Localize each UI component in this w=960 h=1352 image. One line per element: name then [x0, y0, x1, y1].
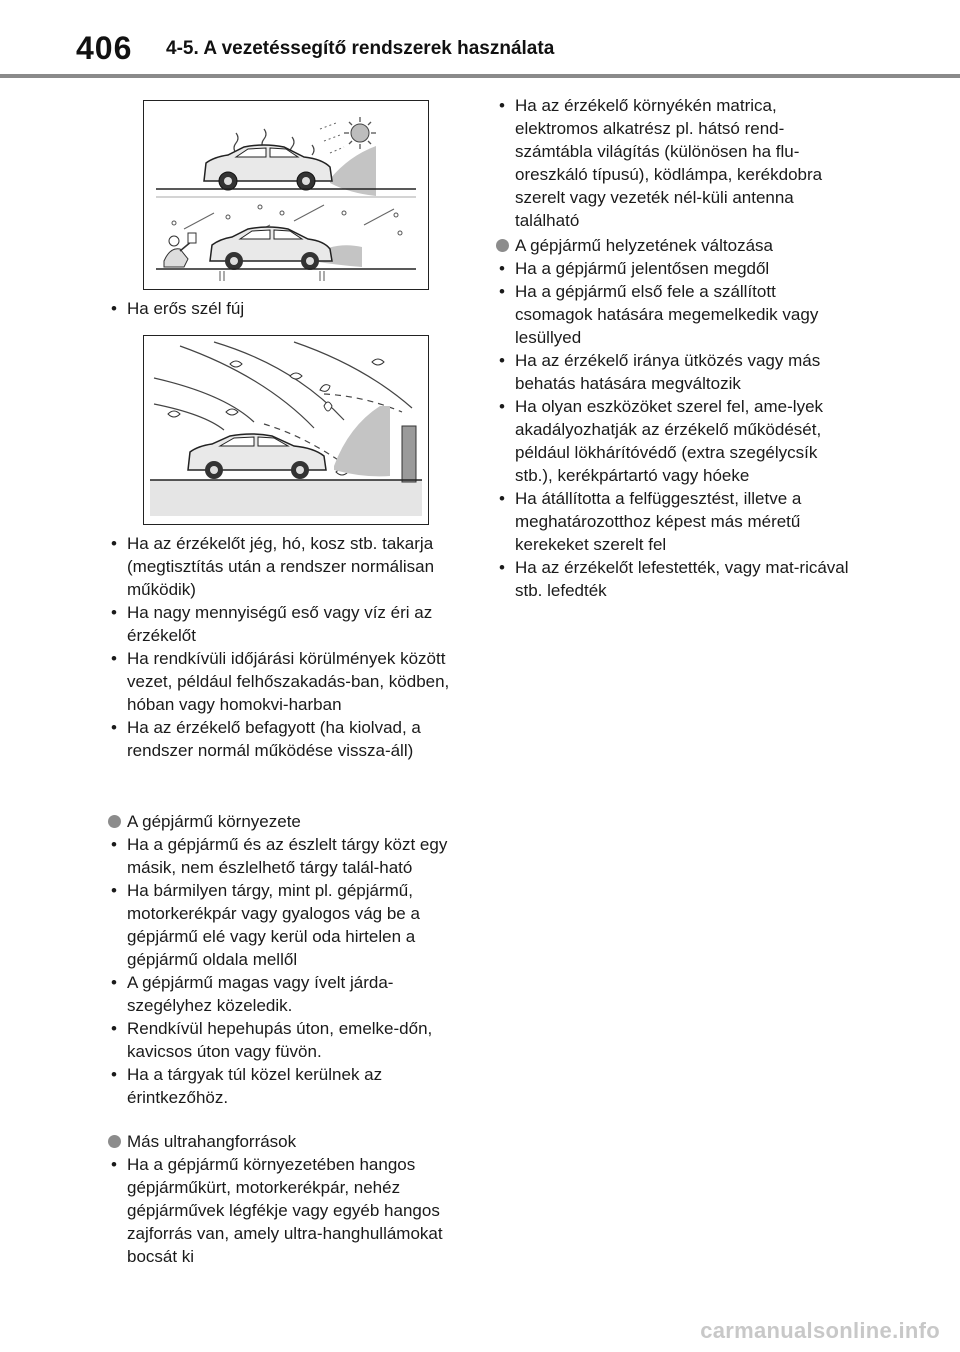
list-item: • Ha a gépjármű és az észlelt tárgy közt egy másik, nem észlelhető tárgy talál-ható	[111, 835, 448, 877]
list-item: • A gépjármű magas vagy ívelt járda-szegélyhez közeledik.	[111, 973, 394, 1015]
section-ultrasound	[108, 1130, 470, 1268]
list-item: • Ha az érzékelőt lefestették, vagy mat-ricával stb. lefedték	[499, 558, 849, 600]
list-item: • Rendkívül hepehupás úton, emelke-dőn, kavicsos úton vagy füvön.	[111, 1019, 433, 1061]
list-item: • Ha az érzékelő környékén matrica, elektromos alkatrész pl. hátsó rend-számtábla világítás (különösen ha flu-oreszkáló típusú), ködlámpa, kerékdobra szerelt vagy vezeték nél-küli antenna található	[499, 96, 823, 230]
weather-illustration	[143, 100, 429, 290]
wind-bullet-list	[108, 297, 470, 320]
section-environment	[108, 810, 470, 1109]
page-header	[0, 0, 960, 80]
list-item: • Ha olyan eszközöket szerel fel, ame-lyek akadályozhatják az érzékelő működését, például lökhárítóvédő (extra szegélycsík stb.), kerékpártartó vagy hóeke	[499, 397, 824, 485]
list-item: • Ha a gépjármű környezetében hangos gépjárműkürt, motorkerékpár, nehéz gépjárművek légfékje vagy egyéb hangos zajforrás van, amely ultra-hanghullámokat bocsát ki	[111, 1155, 443, 1266]
list-item: • Ha a tárgyak túl közel kerülnek az érintkezőhöz.	[111, 1065, 383, 1107]
list-item: • Ha nagy mennyiségű eső vagy víz éri az érzékelőt	[111, 603, 433, 645]
bullet-dot-icon	[108, 1135, 121, 1148]
sun-icon	[344, 117, 376, 149]
list-item: • Ha az érzékelő befagyott (ha kiolvad, a rendszer normál működése vissza-áll)	[111, 718, 421, 760]
list-item: • Ha az érzékelő iránya ütközés vagy más behatás hatására megváltozik	[499, 351, 821, 393]
watermark: carmanualsonline.info	[700, 1318, 940, 1343]
list-item: • Ha bármilyen tárgy, mint pl. gépjármű, motorkerékpár vagy gyalogos vág be a gépjármű elé vagy kerül oda hirtelen a gépjármű oldala mellől	[111, 881, 420, 969]
page-number: 406	[76, 30, 133, 66]
list-item: • Ha rendkívüli időjárási körülmények között vezet, például felhőszakadás-ban, ködben, hóban vagy homokvi-harban	[111, 649, 450, 714]
section-title: 4-5. A vezetéssegítő rendszerek használata	[166, 38, 555, 59]
section-heading: Más ultrahangforrások	[108, 1130, 470, 1153]
section-heading: A gépjármű helyzetének változása	[496, 234, 856, 257]
section-heading: A gépjármű környezete	[108, 810, 470, 833]
right-bullet-list	[496, 94, 856, 232]
section-position-change	[496, 234, 856, 602]
bullet-dot-icon	[496, 239, 509, 252]
list-item: • Ha erős szél fúj	[111, 299, 245, 318]
bullet-dot-icon	[108, 815, 121, 828]
header-divider	[0, 74, 960, 78]
sensor-wave-icon	[334, 406, 390, 476]
list-item: • Ha a gépjármű első fele a szállított csomagok hatására megemelkedik vagy lesüllyed	[499, 282, 819, 347]
person-icon	[164, 233, 196, 267]
list-item: • Ha a gépjármű jelentősen megdől	[499, 259, 770, 278]
wind-illustration	[143, 335, 429, 525]
car-icon	[210, 227, 332, 270]
sensor-condition-list	[108, 532, 470, 762]
list-item: • Ha az érzékelőt jég, hó, kosz stb. takarja (megtisztítás után a rendszer normálisan működik)	[111, 534, 435, 599]
car-icon	[204, 145, 332, 190]
list-item: • Ha átállította a felfüggesztést, illetve a meghatározotthoz képest más méretű kerekeket szerelt fel	[499, 489, 802, 554]
wall-obstacle	[402, 426, 416, 482]
